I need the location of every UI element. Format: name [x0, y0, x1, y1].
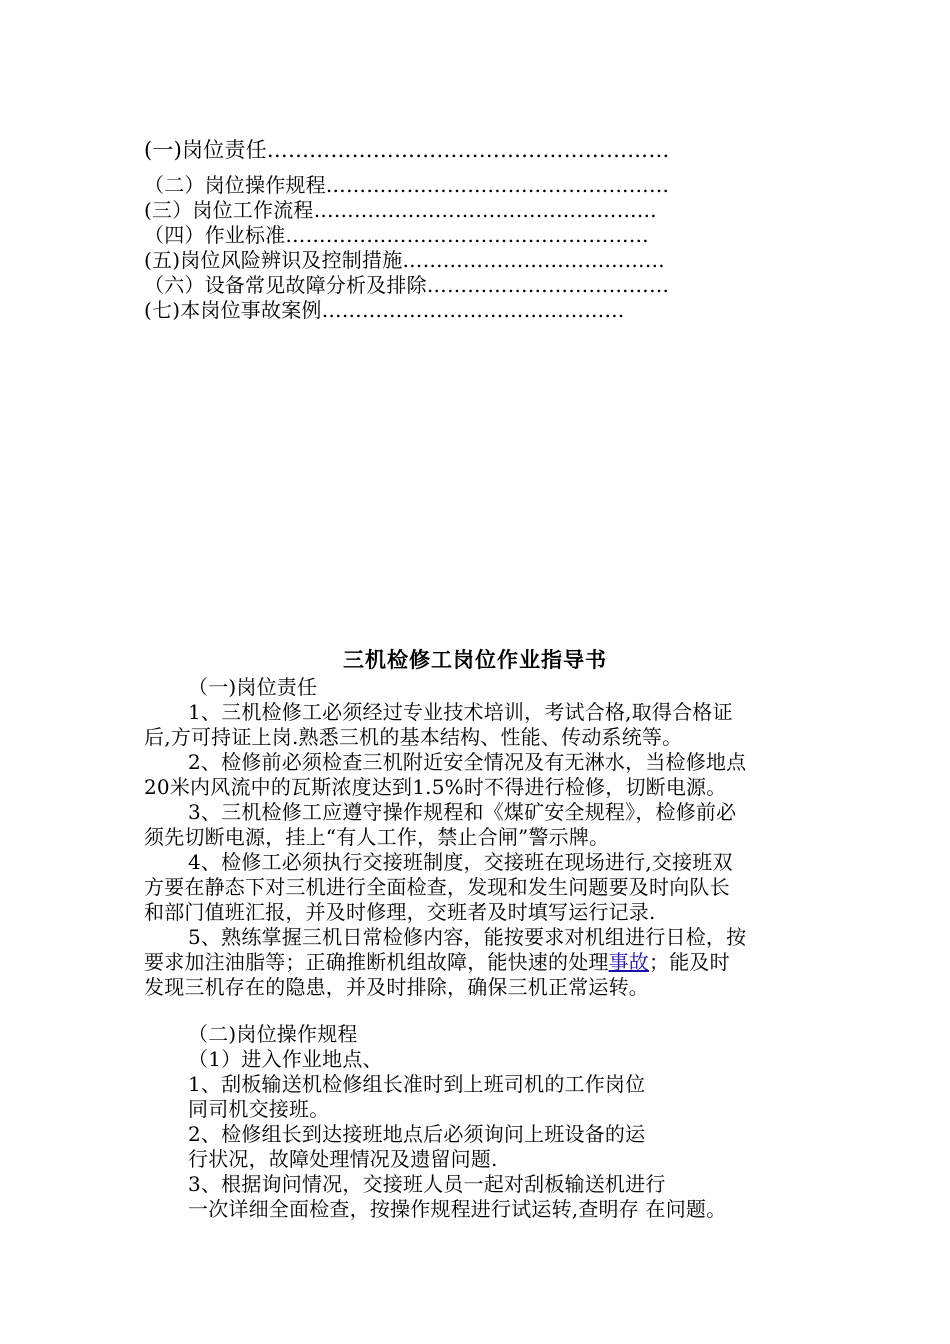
paragraph-4-line-2: 方要在静态下对三机进行全面检查，发现和发生问题要及时向队长 [144, 875, 730, 899]
paragraph-3-line-2: 须先切断电源，挂上“有人工作，禁止合闸”警示牌。 [144, 825, 610, 849]
toc-item-1: (一)岗位责任………………………………………………… [144, 138, 670, 162]
step-1-line-1: 1、刮板输送机检修组长准时到上班司机的工作岗位 [188, 1072, 646, 1096]
paragraph-5-text-a: 要求加注油脂等；正确推断机组故障，能快速的处理 [144, 950, 609, 974]
accident-link[interactable]: 事故 [608, 950, 650, 974]
paragraph-5-line-2 [144, 950, 812, 975]
toc-item-5: (五)岗位风险辨识及控制措施………………………………… [144, 248, 666, 272]
section-heading-1: （一)岗位责任 [188, 675, 318, 699]
subsection-heading-1: （1）进入作业地点、 [188, 1047, 383, 1071]
step-3-line-1: 3、根据询问情况，交接班人员一起对刮板输送机进行 [188, 1172, 666, 1196]
paragraph-5-line-3: 发现三机存在的隐患，并及时排除，确保三机正常运转。 [144, 975, 649, 999]
paragraph-4-line-1: 4、检修工必须执行交接班制度，交接班在现场进行,交接班双 [188, 850, 733, 874]
paragraph-4-line-3: 和部门值班汇报，并及时修理，交班者及时填写运行记录. [144, 900, 656, 924]
section-heading-2: （二)岗位操作规程 [188, 1022, 358, 1046]
toc-item-2: （二）岗位操作规程…………………………………………… [144, 173, 670, 197]
toc-item-3: (三）岗位工作流程…………………………………………… [144, 198, 658, 222]
toc-item-7: (七)本岗位事故案例……………………………………… [144, 298, 625, 322]
step-1-line-2: 同司机交接班。 [188, 1097, 330, 1121]
toc-item-6: （六）设备常见故障分析及排除……………………………… [144, 273, 670, 297]
paragraph-1-line-2: 后,方可持证上岗.熟悉三机的基本结构、性能、传动系统等。 [144, 725, 683, 749]
paragraph-2-line-2: 20米内风流中的瓦斯浓度达到1.5%时不得进行检修，切断电源。 [144, 775, 727, 799]
step-2-line-1: 2、检修组长到达接班地点后必须询问上班设备的运 [188, 1122, 646, 1146]
step-3-line-2: 一次详细全面检查，按操作规程进行试运转,查明存 在问题。 [188, 1197, 727, 1221]
document-title: 三机检修工岗位作业指导书 [343, 647, 607, 672]
toc-item-4: （四）作业标准……………………………………………… [144, 223, 649, 247]
step-2-line-2: 行状况，故障处理情况及遗留问题. [188, 1147, 498, 1171]
paragraph-1-line-1: 1、三机检修工必须经过专业技术培训，考试合格,取得合格证 [188, 700, 733, 724]
paragraph-2-line-1: 2、检修前必须检查三机附近安全情况及有无淋水，当检修地点 [188, 750, 747, 774]
paragraph-5-line-1: 5、熟练掌握三机日常检修内容，能按要求对机组进行日检，按 [188, 925, 747, 949]
paragraph-5-text-b: ；能及时 [649, 950, 730, 974]
paragraph-3-line-1: 3、三机检修工应遵守操作规程和《煤矿安全规程》，检修前必 [188, 800, 737, 824]
